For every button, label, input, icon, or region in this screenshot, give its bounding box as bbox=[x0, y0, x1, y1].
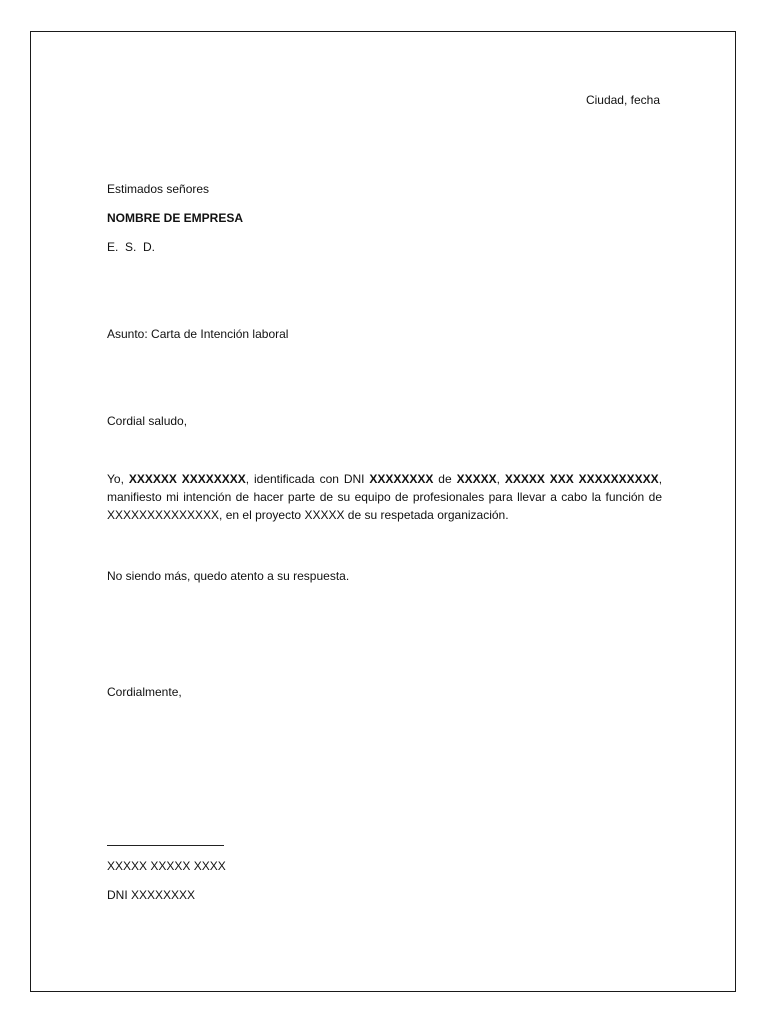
body-text-4: , bbox=[496, 472, 505, 486]
body-text-1: Yo, bbox=[107, 472, 129, 486]
signature-line bbox=[107, 845, 224, 846]
body-place-2: XXXXX XXX XXXXXXXXXX bbox=[504, 472, 659, 486]
body-paragraph bbox=[107, 470, 662, 524]
farewell: Cordialmente, bbox=[107, 685, 182, 699]
city-date: Ciudad, fecha bbox=[585, 93, 660, 107]
body-place-1: XXXXX bbox=[456, 472, 497, 486]
greeting: Cordial saludo, bbox=[107, 414, 188, 428]
signature-name: XXXXX XXXXX XXXX bbox=[107, 859, 226, 873]
subject-line: Asunto: Carta de Intención laboral bbox=[107, 327, 289, 341]
letter-page bbox=[30, 31, 736, 992]
body-dni: XXXXXXXX bbox=[369, 472, 434, 486]
body-name: XXXXXX XXXXXXXX bbox=[128, 472, 246, 486]
esd-line: E. S. D. bbox=[107, 240, 156, 254]
salutation: Estimados señores bbox=[107, 182, 210, 196]
body-text-2: , identificada con DNI bbox=[245, 472, 370, 486]
body-text-3: de bbox=[433, 472, 457, 486]
signature-dni: DNI XXXXXXXX bbox=[107, 888, 196, 902]
company-name: NOMBRE DE EMPRESA bbox=[107, 211, 244, 225]
body-text-5: , manifiesto mi intención de hacer parte de su equipo de profesionales para llevar a cabo la función de XXXXXXXXXXXXXX, en el proyecto XXXXX de su respetada organización. bbox=[107, 472, 663, 522]
closing-line: No siendo más, quedo atento a su respuesta. bbox=[107, 569, 350, 583]
